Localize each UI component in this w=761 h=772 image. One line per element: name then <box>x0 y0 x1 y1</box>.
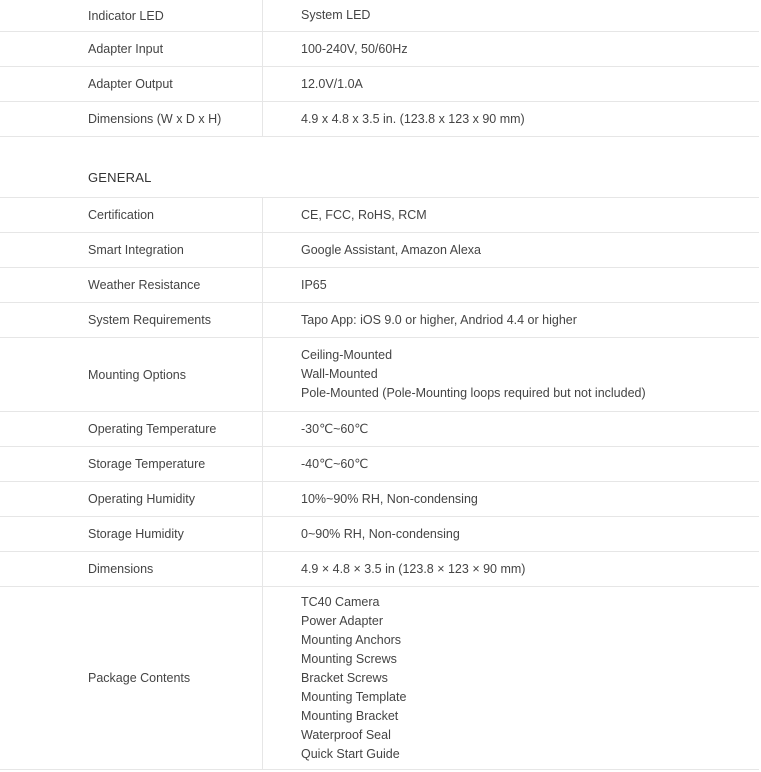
spec-row <box>0 517 759 552</box>
spec-row <box>0 198 759 233</box>
spec-value-line: Bracket Screws <box>301 670 388 685</box>
spec-label: Operating Temperature <box>0 412 263 446</box>
spec-value <box>263 447 759 481</box>
spec-value <box>263 233 759 267</box>
spec-value-line: Quick Start Guide <box>301 746 400 761</box>
spec-value-line: System LED <box>301 8 371 22</box>
spec-value-line: Ceiling-Mounted <box>301 348 393 362</box>
spec-value <box>263 552 759 586</box>
spec-value-line: Google Assistant, Amazon Alexa <box>301 242 481 257</box>
spec-row <box>0 412 759 447</box>
spec-value <box>263 412 759 446</box>
spec-value-line: Waterproof Seal <box>301 727 391 742</box>
spec-value-line: Mounting Screws <box>301 651 397 666</box>
spec-value-line: Pole-Mounted (Pole-Mounting loops required but not included) <box>301 386 646 400</box>
spec-value <box>263 587 759 769</box>
spec-label: Adapter Input <box>0 32 263 66</box>
spec-row <box>0 338 759 412</box>
spec-row <box>0 447 759 482</box>
spec-row <box>0 0 759 32</box>
spec-label: Operating Humidity <box>0 482 263 516</box>
spec-value <box>263 102 759 136</box>
spec-value <box>263 0 759 31</box>
spec-row <box>0 303 759 338</box>
spec-value <box>263 198 759 232</box>
spec-label: Adapter Output <box>0 67 263 101</box>
spec-label: Package Contents <box>0 587 263 769</box>
spec-value-line: -40℃~60℃ <box>301 456 369 471</box>
spec-value-line: Mounting Anchors <box>301 632 402 647</box>
spec-value-line: -30℃~60℃ <box>301 421 369 436</box>
spec-row <box>0 268 759 303</box>
section-header-general: GENERAL <box>0 137 759 198</box>
spec-label: System Requirements <box>0 303 263 337</box>
spec-value-line: Wall-Mounted <box>301 367 378 381</box>
general-spec-rows <box>0 198 759 770</box>
spec-value-line: 4.9 × 4.8 × 3.5 in (123.8 × 123 × 90 mm) <box>301 561 526 576</box>
spec-label: Storage Temperature <box>0 447 263 481</box>
spec-value-line: 12.0V/1.0A <box>301 76 363 91</box>
spec-label: Weather Resistance <box>0 268 263 302</box>
spec-label: Mounting Options <box>0 338 263 411</box>
spec-value <box>263 338 759 411</box>
spec-row <box>0 482 759 517</box>
spec-label: Storage Humidity <box>0 517 263 551</box>
spec-value-line: Power Adapter <box>301 613 383 628</box>
spec-row <box>0 67 759 102</box>
spec-value <box>263 482 759 516</box>
hardware-spec-rows <box>0 0 759 137</box>
spec-value-line: 100-240V, 50/60Hz <box>301 41 408 56</box>
spec-value-line: Mounting Bracket <box>301 708 399 723</box>
spec-value-line: Mounting Template <box>301 689 407 704</box>
spec-value <box>263 32 759 66</box>
spec-value-line: 0~90% RH, Non-condensing <box>301 526 460 541</box>
spec-value <box>263 517 759 551</box>
spec-row <box>0 552 759 587</box>
spec-value <box>263 303 759 337</box>
spec-label: Indicator LED <box>0 0 263 31</box>
spec-row <box>0 32 759 67</box>
spec-row <box>0 587 759 770</box>
spec-row <box>0 233 759 268</box>
spec-value-line: 10%~90% RH, Non-condensing <box>301 491 478 506</box>
spec-value <box>263 268 759 302</box>
spec-value-line: Tapo App: iOS 9.0 or higher, Andriod 4.4 or higher <box>301 312 577 327</box>
spec-value-line: CE, FCC, RoHS, RCM <box>301 207 427 222</box>
spec-value-line: 4.9 x 4.8 x 3.5 in. (123.8 x 123 x 90 mm) <box>301 111 525 126</box>
spec-label: Smart Integration <box>0 233 263 267</box>
spec-row <box>0 102 759 137</box>
spec-value-line: TC40 Camera <box>301 594 380 609</box>
spec-label: Dimensions (W x D x H) <box>0 102 263 136</box>
spec-value <box>263 67 759 101</box>
spec-label: Dimensions <box>0 552 263 586</box>
spec-label: Certification <box>0 198 263 232</box>
spec-value-line: IP65 <box>301 277 327 292</box>
